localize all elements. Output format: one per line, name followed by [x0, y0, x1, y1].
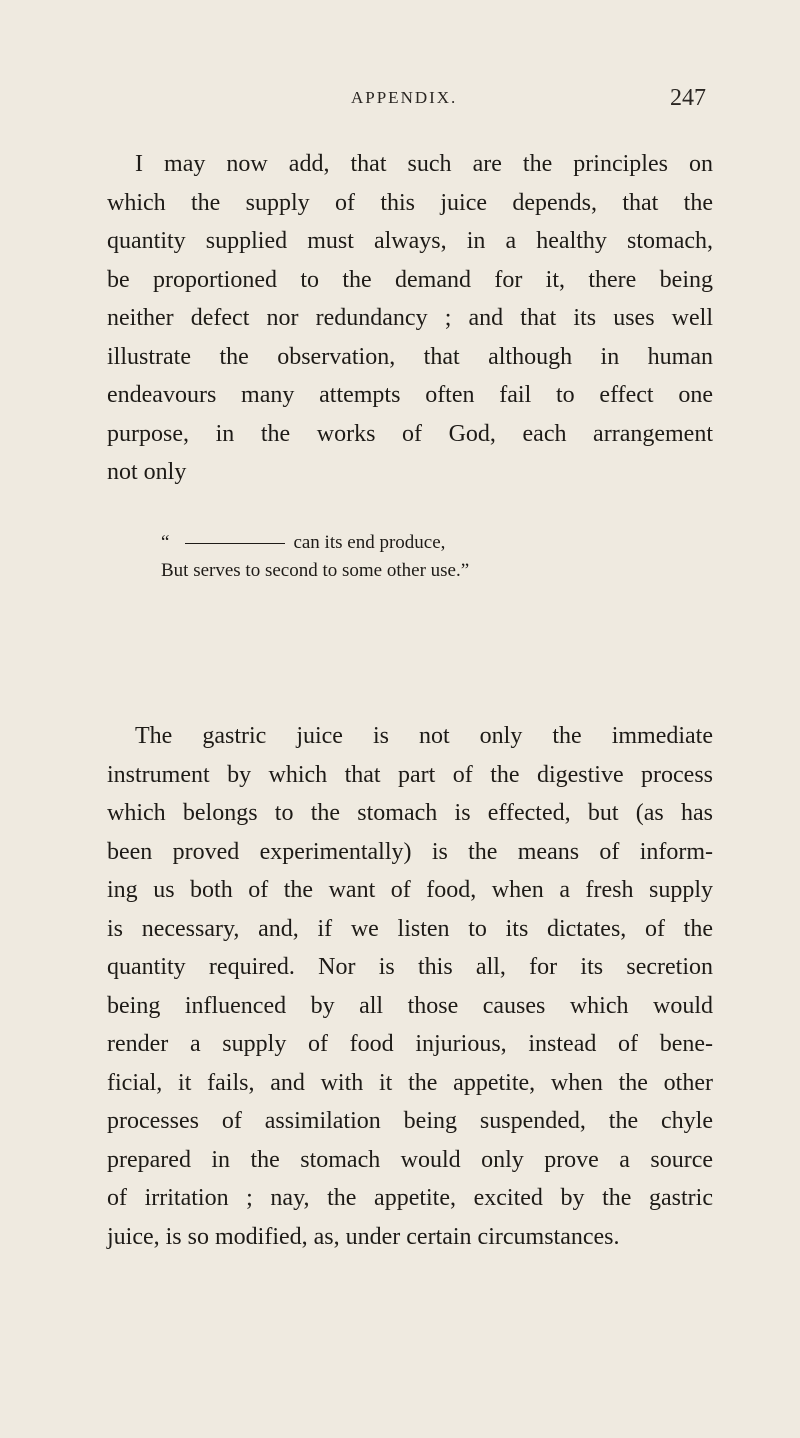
page-number: 247	[670, 85, 706, 111]
paragraph-line: endeavours many attempts often fail to effect one	[107, 382, 713, 408]
paragraph-line: been proved experimentally) is the means of inform-	[107, 838, 713, 865]
verse-quotation	[161, 529, 721, 585]
paragraph-2	[107, 717, 713, 1256]
paragraph-line: of irritation ; nay, the appetite, excited by the gastric	[107, 1185, 713, 1211]
paragraph-line: be proportioned to the demand for it, there being	[107, 266, 713, 293]
paragraph-line: which the supply of this juice depends, that the	[107, 189, 713, 216]
paragraph-line: quantity supplied must always, in a healthy stomach,	[107, 228, 713, 254]
verse-line-1-text: can its end produce,	[293, 532, 446, 553]
paragraph-line: processes of assimilation being suspended, the chyle	[107, 1108, 713, 1134]
paragraph-line: neither defect nor redundancy ; and that its uses well	[107, 305, 713, 331]
paragraph-line: not only	[107, 459, 187, 485]
paragraph-line: instrument by which that part of the digestive process	[107, 761, 713, 788]
paragraph-line: is necessary, and, if we listen to its dictates, of the	[107, 915, 713, 942]
paragraph-line: which belongs to the stomach is effected, but (as has	[107, 800, 713, 826]
paragraph-line: juice, is so modified, as, under certain circumstances.	[107, 1223, 620, 1250]
paragraph-line: purpose, in the works of God, each arrangement	[107, 420, 713, 447]
paragraph-line: prepared in the stomach would only prove a source	[107, 1146, 713, 1173]
verse-line-1	[161, 529, 721, 557]
paragraph-line: render a supply of food injurious, instead of bene-	[107, 1031, 713, 1057]
paragraph-line: quantity required. Nor is this all, for its secretion	[107, 954, 713, 980]
open-quote-mark: “	[161, 532, 170, 553]
paragraph-line: I may now add, that such are the principles on	[135, 151, 713, 177]
paragraph-line: illustrate the observation, that although in human	[107, 343, 713, 370]
paragraph-line: ing us both of the want of food, when a fresh supply	[107, 877, 713, 903]
verse-line-2: But serves to second to some other use.”	[161, 560, 470, 581]
paragraph-line: The gastric juice is not only the immediate	[135, 723, 713, 749]
paragraph-line: being influenced by all those causes which would	[107, 992, 713, 1019]
omission-dash	[185, 543, 285, 544]
paragraph-line: ficial, it fails, and with it the appetite, when the other	[107, 1069, 713, 1096]
paragraph-1	[107, 145, 713, 492]
running-head: APPENDIX.	[351, 88, 458, 107]
